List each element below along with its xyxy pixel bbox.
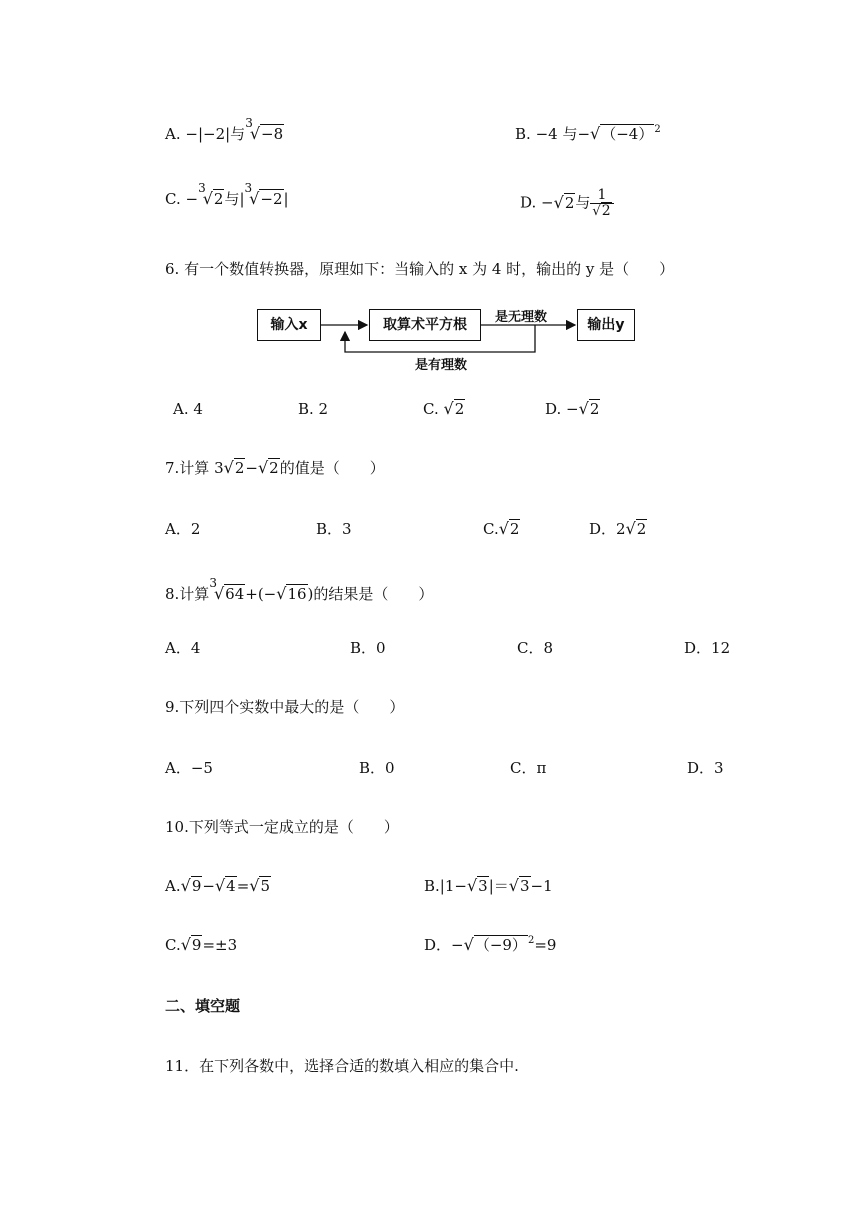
option-label: B.	[515, 125, 531, 143]
q9-option-c: C．π	[510, 759, 547, 777]
q8-stem: 8.计算$^3$√64+(−√16)的结果是（ ）	[165, 576, 434, 603]
sqrt-expr: √2	[553, 192, 575, 212]
option-label: A.	[165, 125, 181, 143]
q7-option-c: C.√2	[483, 519, 520, 538]
q11-stem: 11．在下列各数中，选择合适的数填入相应的集合中.	[165, 1057, 519, 1075]
q8-option-a: A．4	[165, 639, 201, 657]
q5-option-a	[165, 116, 284, 146]
q9-stem: 9.下列四个实数中最大的是（ ）	[165, 698, 405, 716]
cube-root-expr: $^3$√−2	[244, 181, 283, 208]
cube-root-expr: $^3$√−8	[245, 116, 284, 143]
input-box: 输入x	[257, 309, 321, 341]
option-label: C.	[165, 190, 181, 208]
q5-option-b	[515, 123, 661, 148]
q6-stem: 6. 有一个数值转换器，原理如下：当输入的 x 为 4 时，输出的 y 是（ ）	[165, 260, 675, 278]
q8-option-b: B．0	[350, 639, 386, 657]
fraction: $\frac{1}{√2}$	[590, 188, 613, 219]
q7-option-b: B．3	[316, 520, 352, 538]
q10-option-d: D．$-√(-9)^2=9$	[424, 935, 557, 954]
section-title: 二、填空题	[165, 997, 241, 1015]
q7-option-d: D．2√2	[589, 519, 647, 538]
q10-option-c: C.√9=±3	[165, 935, 238, 954]
q8-option-d: D．12	[684, 639, 731, 657]
q7-option-a: A．2	[165, 520, 201, 538]
sqrt-process-box: 取算术平方根	[369, 309, 481, 341]
q10-option-a: A.√9−√4=√5	[165, 876, 271, 895]
q5-option-d: D. −√2与 $\frac{1}{√2}$	[520, 188, 614, 219]
sqrt-expr: √（−4）	[590, 124, 654, 143]
q9-option-a: A．−5	[165, 759, 213, 777]
expr-text: −|−2|与	[185, 125, 246, 143]
q6-option-c: C. √2	[423, 399, 465, 418]
q9-option-b: B．0	[359, 759, 395, 777]
output-box: 输出y	[577, 309, 635, 341]
q5-option-c: C. −$^3$√2与$|^3√-2|$	[165, 188, 289, 211]
rational-label: 是有理数	[415, 358, 468, 373]
cube-root-expr: $^3$√2	[198, 181, 224, 208]
q7-stem: 7.计算 3√2−√2的值是（ ）	[165, 458, 385, 477]
q6-option-b: B. 2	[298, 400, 329, 418]
irrational-label: 是无理数	[495, 310, 548, 325]
flow-diagram	[255, 300, 645, 380]
q9-option-d: D．3	[687, 759, 724, 777]
option-label: D.	[520, 193, 537, 212]
exponent: 2	[654, 124, 661, 135]
expr-text: −4 与−	[535, 125, 591, 143]
q10-option-b: B.|1−√3|＝√3−1	[424, 876, 553, 895]
q6-option-a: A. 4	[173, 400, 203, 418]
q8-option-c: C．8	[517, 639, 554, 657]
q6-option-d: D. −√2	[545, 399, 600, 418]
q10-stem: 10.下列等式一定成立的是（ ）	[165, 818, 399, 836]
